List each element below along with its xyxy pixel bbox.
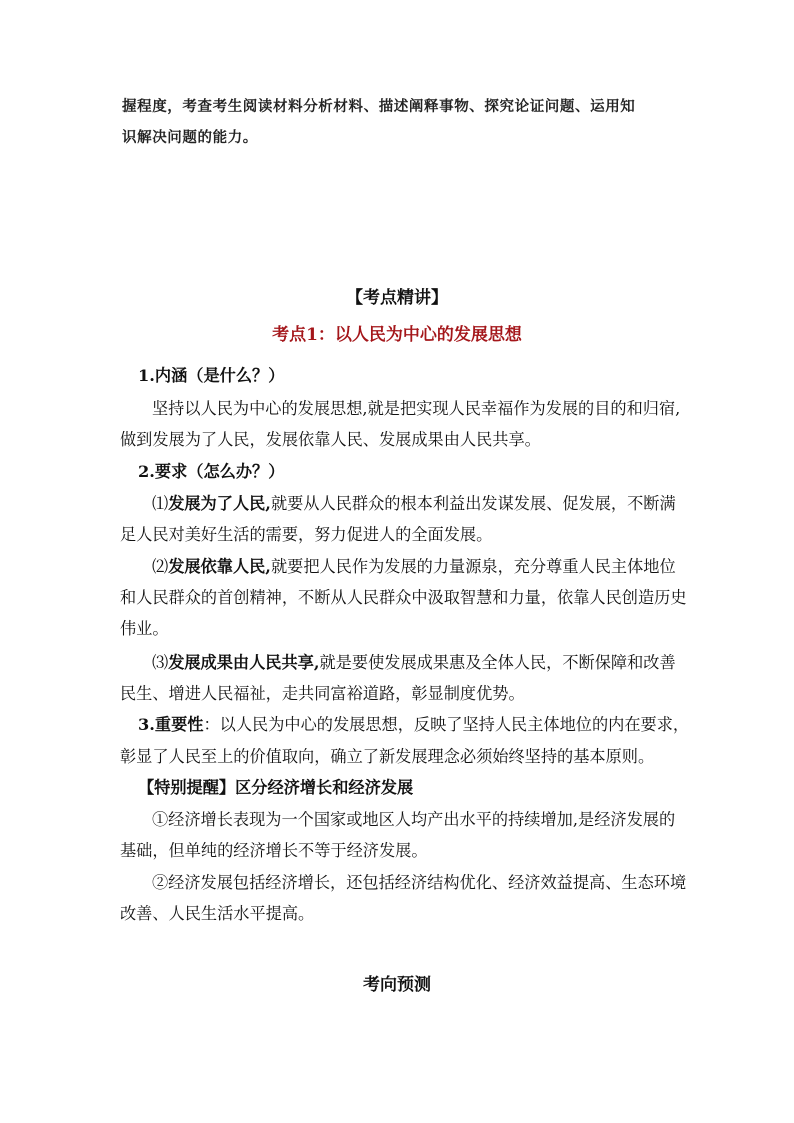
requirement-item-2-line-1 bbox=[152, 557, 676, 577]
requirement-item-1-marker: ⑴ bbox=[152, 494, 169, 513]
connotation-line-1: 坚持以人民为中心的发展思想,就是把实现人民幸福作为发展的目的和归宿, bbox=[152, 399, 681, 418]
requirement-item-3-line-1 bbox=[152, 653, 676, 673]
connotation-heading: 1.内涵（是什么？） bbox=[138, 366, 285, 385]
requirement-item-1-text-1: 就要从人民群众的根本利益出发谋发展、促发展，不断满 bbox=[270, 494, 676, 513]
requirement-item-2-bold: 发展依靠人民, bbox=[168, 557, 271, 576]
intro-line-2: 识解决问题的能力。 bbox=[122, 129, 258, 146]
requirement-item-2-line-2: 和人民群众的首创精神，不断从人民群众中汲取智慧和力量，依靠人民创造历史 bbox=[120, 588, 687, 607]
requirement-item-3-marker: ⑶ bbox=[152, 653, 169, 672]
importance-line-2: 彰显了人民至上的价值取向，确立了新发展理念必须始终坚持的基本原则。 bbox=[120, 747, 655, 766]
requirements-heading: 2.要求（怎么办？） bbox=[138, 462, 285, 481]
reminder-item-2-line-2: 改善、人民生活水平提高。 bbox=[120, 904, 315, 923]
topic-title: 考点1：以人民为中心的发展思想 bbox=[272, 325, 522, 345]
reminder-heading: 【特别提醒】区分经济增长和经济发展 bbox=[138, 778, 414, 797]
requirement-item-1-line-2: 足人民对美好生活的需要，努力促进人的全面发展。 bbox=[120, 525, 493, 544]
importance-line-1 bbox=[138, 715, 689, 735]
reminder-item-1-line-2: 基础，但单纯的经济增长不等于经济发展。 bbox=[120, 841, 428, 860]
reminder-item-2-line-1: ②经济发展包括经济增长，还包括经济结构优化、经济效益提高、生态环境 bbox=[152, 873, 687, 892]
requirement-item-1-bold: 发展为了人民, bbox=[168, 494, 271, 513]
requirement-item-2-text-1: 就要把人民作为发展的力量源泉，充分尊重人民主体地位 bbox=[270, 557, 676, 576]
importance-heading: 3.重要性 bbox=[138, 715, 204, 734]
reminder-item-1-line-1: ①经济增长表现为一个国家或地区人均产出水平的持续增加,是经济发展的 bbox=[152, 810, 676, 829]
connotation-line-2: 做到发展为了人民，发展依靠人民、发展成果由人民共享。 bbox=[120, 430, 541, 449]
section-title: 【考点精讲】 bbox=[346, 288, 448, 308]
intro-line-1: 握程度，考查考生阅读材料分析材料、描述阐释事物、探究论证问题、运用知 bbox=[122, 98, 636, 115]
requirement-item-2-marker: ⑵ bbox=[152, 557, 169, 576]
requirement-item-2-line-3: 伟业。 bbox=[120, 619, 169, 638]
requirement-item-3-text-1: 就是要使发展成果惠及全体人民，不断保障和改善 bbox=[319, 653, 676, 672]
requirement-item-3-bold: 发展成果由人民共享, bbox=[168, 653, 320, 672]
importance-text-1: ：以人民为中心的发展思想，反映了坚持人民主体地位的内在要求， bbox=[203, 715, 690, 734]
requirement-item-3-line-2: 民生、增进人民福祉，走共同富裕道路，彰显制度优势。 bbox=[120, 684, 525, 703]
forecast-title: 考向预测 bbox=[363, 975, 431, 995]
requirement-item-1-line-1 bbox=[152, 494, 676, 514]
